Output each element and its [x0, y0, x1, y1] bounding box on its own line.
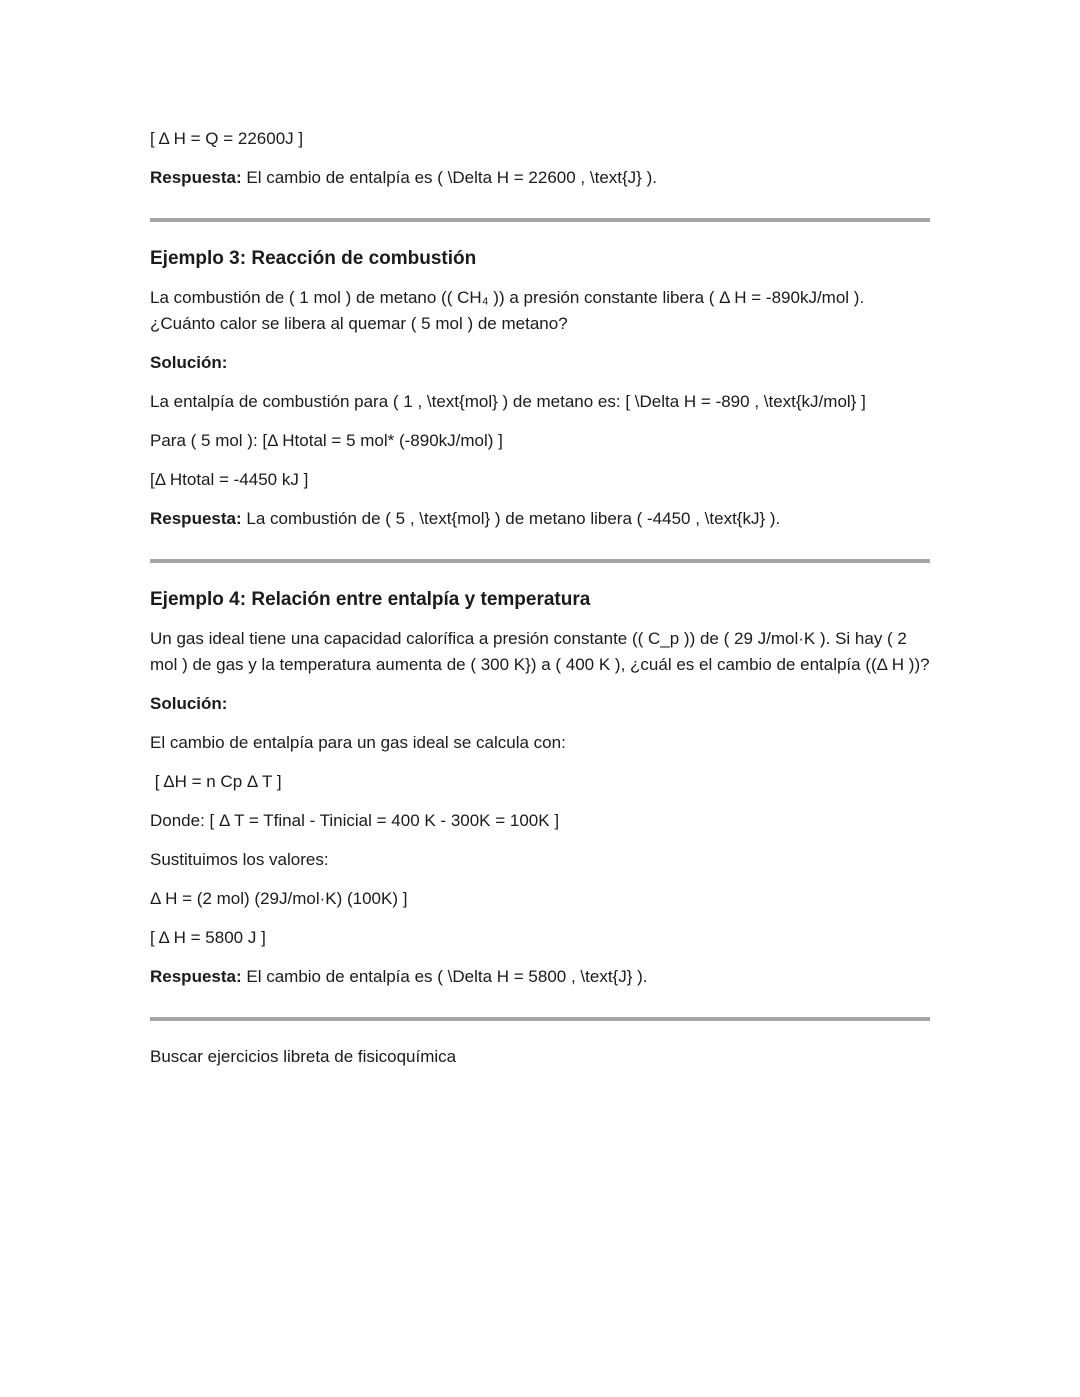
bold-text-run: Respuesta:	[150, 168, 242, 187]
paragraph	[150, 428, 930, 454]
section-divider	[150, 218, 930, 222]
paragraph	[150, 691, 930, 717]
bold-text-run: Solución:	[150, 694, 228, 713]
text-run: La entalpía de combustión para ( 1 , \text{mol} ) de metano es: [ \Delta H = -890 , \text{kJ/mol} ]	[150, 392, 866, 411]
section-divider	[150, 559, 930, 563]
paragraph	[150, 626, 930, 678]
paragraph	[150, 285, 930, 337]
paragraph	[150, 847, 930, 873]
paragraph	[150, 389, 930, 415]
bold-text-run: Solución:	[150, 353, 228, 372]
text-run: Un gas ideal tiene una capacidad calorífica a presión constante (( C_p )) de ( 29 J/mol·K ). Si hay ( 2 mol ) de gas y la temperatura aumenta de ( 300 K}) a ( 400 K ), ¿cuál es el cambio de entalpía ((Δ H ))?	[150, 629, 930, 674]
text-run: El cambio de entalpía es ( \Delta H = 22600 , \text{J} ).	[241, 168, 657, 187]
paragraph	[150, 1044, 930, 1070]
paragraph	[150, 350, 930, 376]
text-run: [Δ Htotal = -4450 kJ ]	[150, 470, 309, 489]
text-run: La combustión de ( 5 , \text{mol} ) de metano libera ( -4450 , \text{kJ} ).	[241, 509, 781, 528]
text-run: [ ΔH = n Cp Δ T ]	[150, 772, 282, 791]
paragraph	[150, 126, 930, 152]
text-run: Δ H = (2 mol) (29J/mol·K) (100K) ]	[150, 889, 408, 908]
section-heading	[150, 586, 930, 613]
bold-text-run: Respuesta:	[150, 509, 242, 528]
section-heading	[150, 245, 930, 272]
section-divider	[150, 1017, 930, 1021]
text-run: El cambio de entalpía es ( \Delta H = 5800 , \text{J} ).	[241, 967, 648, 986]
text-run: Para ( 5 mol ): [Δ Htotal = 5 mol* (-890kJ/mol) ]	[150, 431, 503, 450]
text-run: Donde: [ Δ T = Tfinal - Tinicial = 400 K - 300K = 100K ]	[150, 811, 560, 830]
bold-text-run: Respuesta:	[150, 967, 242, 986]
paragraph	[150, 925, 930, 951]
text-run: Sustituimos los valores:	[150, 850, 329, 869]
text-run: El cambio de entalpía para un gas ideal se calcula con:	[150, 733, 566, 752]
text-run: Ejemplo 4: Relación entre entalpía y temperatura	[150, 589, 591, 610]
text-run: [ Δ H = 5800 J ]	[150, 928, 266, 947]
paragraph	[150, 808, 930, 834]
text-run: La combustión de ( 1 mol ) de metano (( CH₄ )) a presión constante libera ( Δ H = -890kJ/mol ). ¿Cuánto calor se libera al quemar ( 5 mol ) de metano?	[150, 288, 869, 333]
paragraph	[150, 964, 930, 990]
text-run: Ejemplo 3: Reacción de combustión	[150, 248, 477, 269]
paragraph	[150, 165, 930, 191]
paragraph	[150, 769, 930, 795]
paragraph	[150, 730, 930, 756]
text-run: [ Δ H = Q = 22600J ]	[150, 129, 304, 148]
text-run: Buscar ejercicios libreta de fisicoquímica	[150, 1047, 457, 1066]
paragraph	[150, 506, 930, 532]
paragraph	[150, 886, 930, 912]
paragraph	[150, 467, 930, 493]
